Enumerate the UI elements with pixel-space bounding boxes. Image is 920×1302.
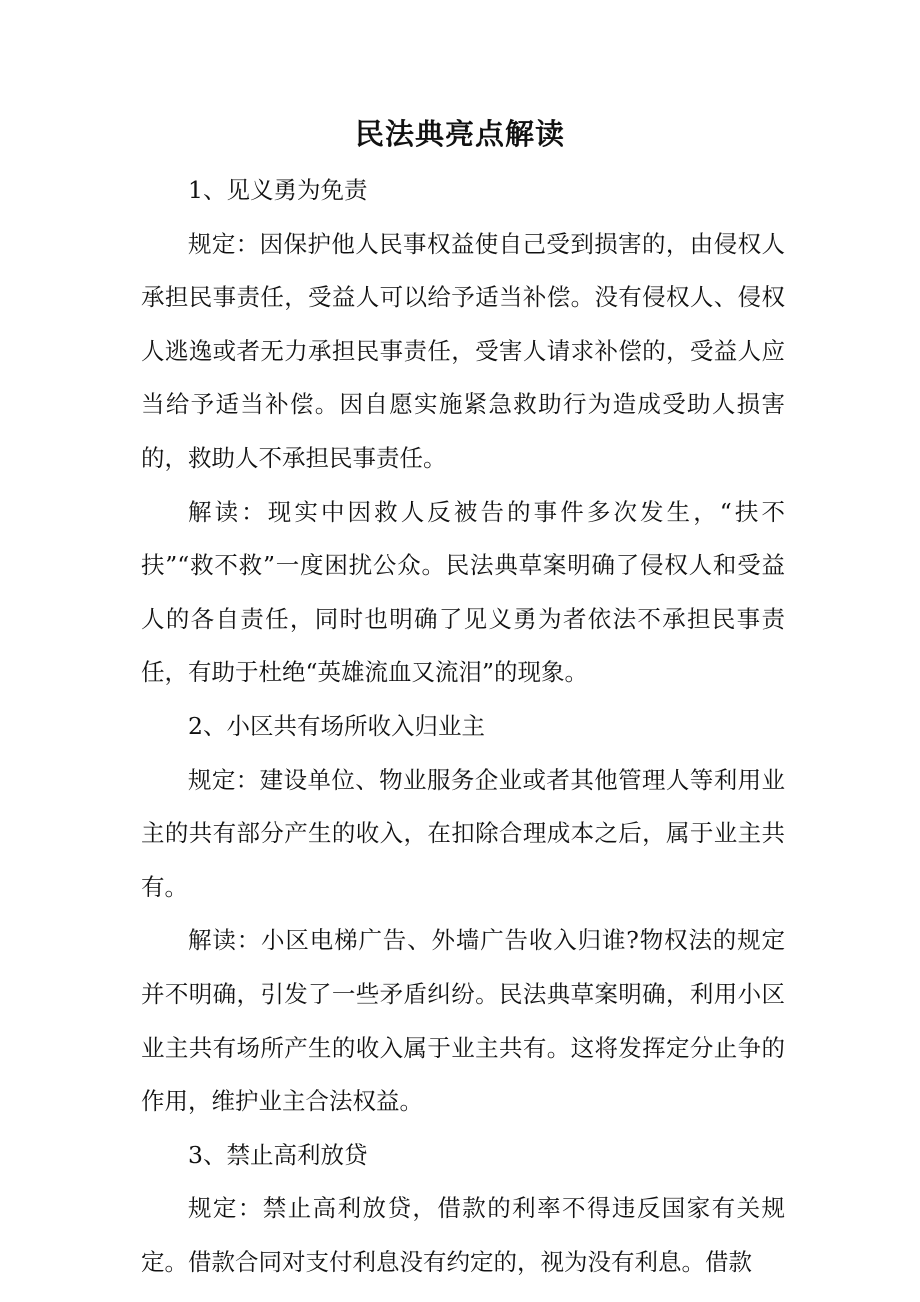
section-heading-3: 3、禁止高利放贷 [188, 1140, 368, 1169]
section-heading-1: 1、见义勇为免责 [188, 176, 368, 204]
document-body [141, 164, 785, 1289]
section-heading-2: 2、小区共有场所收入归业主 [188, 711, 485, 740]
section-2-provision: 规定：建设单位、物业服务企业或者其他管理人等利用业主的共有部分产生的收入，在扣除合理成本之后，属于业主共有。 [141, 765, 785, 901]
section-3-provision: 规定：禁止高利放贷，借款的利率不得违反国家有关规定。借款合同对支付利息没有约定的，视为没有利息。借款 [141, 1194, 785, 1276]
section-1-interpretation: 解读：现实中因救人反被告的事件多次发生，“扶不扶”“救不救”一度困扰公众。民法典草案明确了侵权人和受益人的各自责任，同时也明确了见义勇为者依法不承担民事责任，有助于杜绝“英雄流血又流泪”的现象。 [141, 497, 785, 687]
section-1-provision: 规定：因保护他人民事权益使自己受到损害的，由侵权人承担民事责任，受益人可以给予适当补偿。没有侵权人、侵权人逃逸或者无力承担民事责任，受害人请求补偿的，受益人应当给予适当补偿。因自愿实施紧急救助行为造成受助人损害的，救助人不承担民事责任。 [141, 229, 785, 472]
section-2-interpretation: 解读：小区电梯广告、外墙广告收入归谁?物权法的规定并不明确，引发了一些矛盾纠纷。民法典草案明确，利用小区业主共有场所产生的收入属于业主共有。这将发挥定分止争的作用，维护业主合法权益。 [141, 926, 785, 1116]
document-title: 民法典亮点解读 [354, 117, 565, 151]
